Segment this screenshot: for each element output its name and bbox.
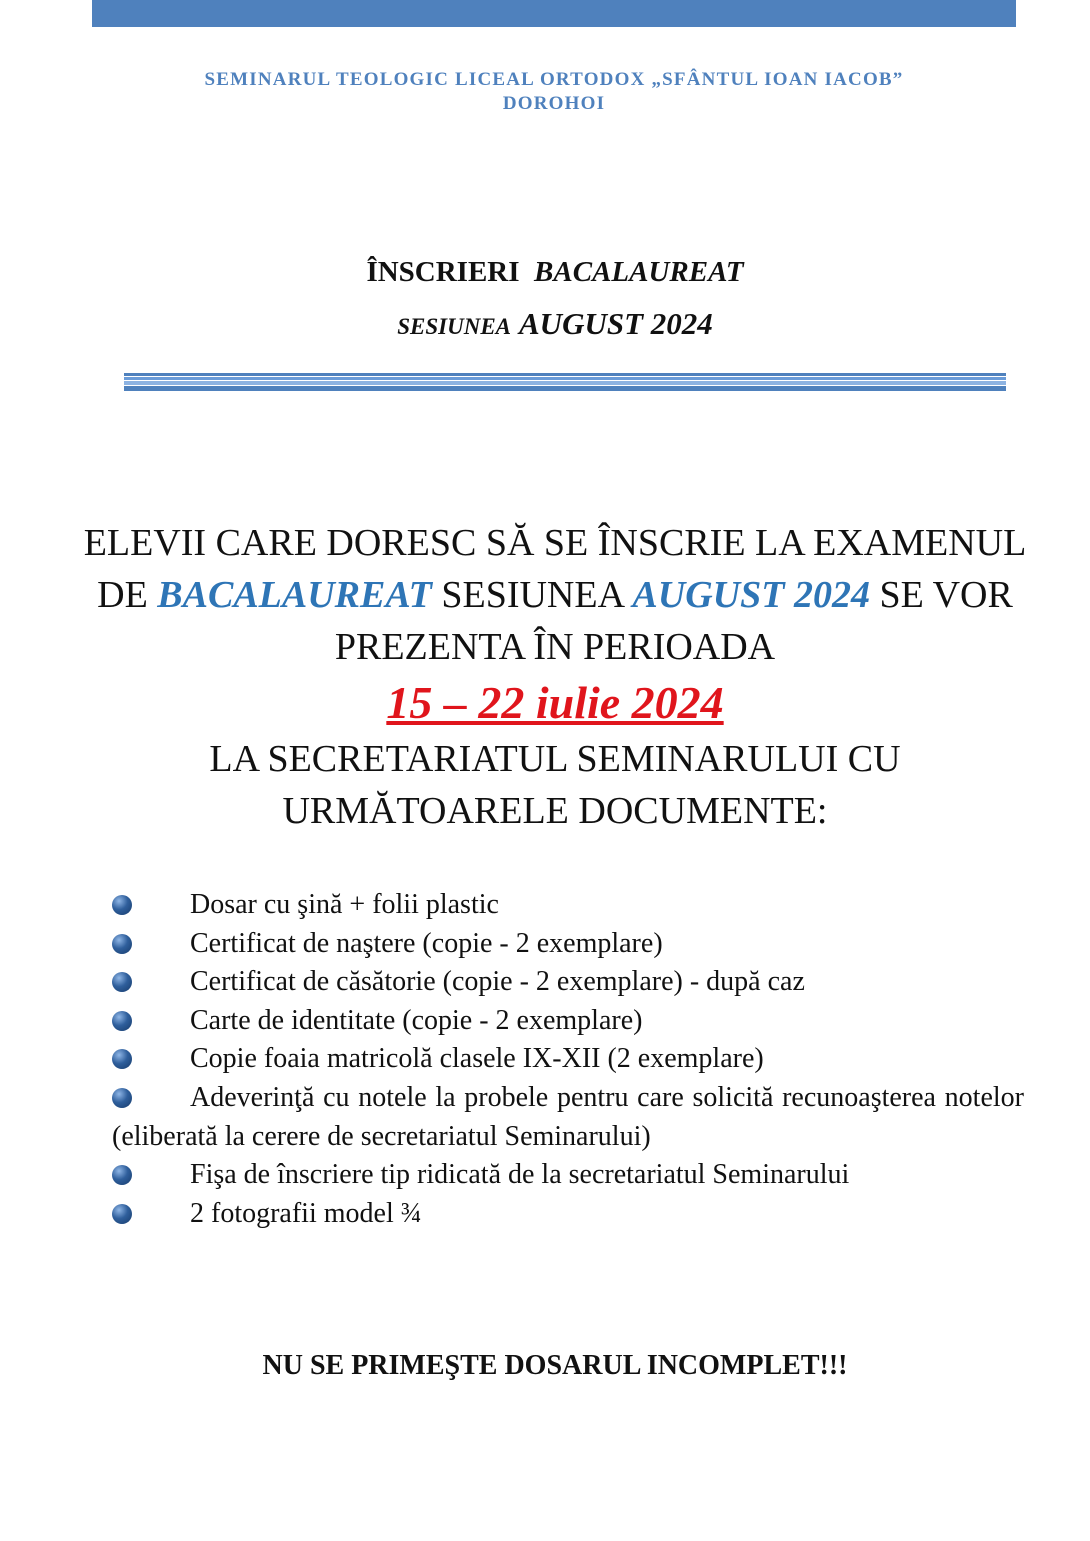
title-exam: BACALAUREAT — [534, 256, 744, 288]
announcement-part2: SESIUNEA — [431, 574, 633, 616]
institution-header — [92, 68, 1016, 116]
list-item: Certificat de naştere (copie - 2 exemplare) — [112, 925, 1024, 964]
session-value: AUGUST 2024 — [519, 306, 713, 341]
announcement-part4: LA SECRETARIATUL SEMINARULUI CU URMĂTOARELE DOCUMENTE: — [209, 738, 901, 832]
list-item: Adeverinţă cu notele la probele pentru care solicită recunoaşterea notelor (eliberată la cerere de secretariatul Seminarului) — [112, 1081, 1024, 1152]
title-prefix: ÎNSCRIERI — [366, 256, 520, 288]
announcement-exam-name: BACALAUREAT — [157, 574, 432, 616]
bullet-icon — [112, 1165, 132, 1185]
list-item: Fişa de înscriere tip ridicată de la secretariatul Seminarului — [112, 1156, 1024, 1195]
announcement-part3: SE VOR PREZENTA ÎN PERIOADA — [334, 574, 1013, 668]
institution-name: SEMINARUL TEOLOGIC LICEAL ORTODOX „SFÂNTUL IOAN IACOB” — [204, 69, 904, 90]
announcement-session: AUGUST 2024 — [632, 574, 870, 616]
list-item: Dosar cu şină + folii plastic — [112, 886, 1024, 925]
list-item: Carte de identitate (copie - 2 exemplare) — [112, 1002, 1024, 1041]
list-item: Certificat de căsătorie (copie - 2 exemplare) - după caz — [112, 963, 1024, 1002]
top-banner-bar — [92, 0, 1016, 27]
section-divider — [124, 373, 1006, 393]
institution-city: DOROHOI — [502, 93, 606, 114]
bullet-icon — [112, 1049, 132, 1069]
registration-period: 15 – 22 iulie 2024 — [386, 677, 724, 728]
incomplete-file-notice: NU SE PRIMEŞTE DOSARUL INCOMPLET!!! — [262, 1350, 848, 1381]
bullet-icon — [112, 1011, 132, 1031]
list-item: 2 fotografii model ¾ — [112, 1195, 1024, 1234]
session-label: SESIUNEA — [397, 314, 511, 339]
announcement-part1: ELEVII CARE DORESC SĂ SE ÎNSCRIE LA EXAMENUL DE — [83, 522, 1027, 616]
bullet-icon — [112, 972, 132, 992]
page-title — [0, 256, 1090, 289]
required-documents-list — [112, 886, 1024, 1233]
announcement-text — [70, 517, 1040, 837]
bullet-icon — [112, 934, 132, 954]
page-subtitle — [0, 306, 1090, 342]
bullet-icon — [112, 1204, 132, 1224]
bullet-icon — [112, 1088, 132, 1108]
bullet-icon — [112, 895, 132, 915]
list-item: Copie foaia matricolă clasele IX-XII (2 exemplare) — [112, 1040, 1024, 1079]
